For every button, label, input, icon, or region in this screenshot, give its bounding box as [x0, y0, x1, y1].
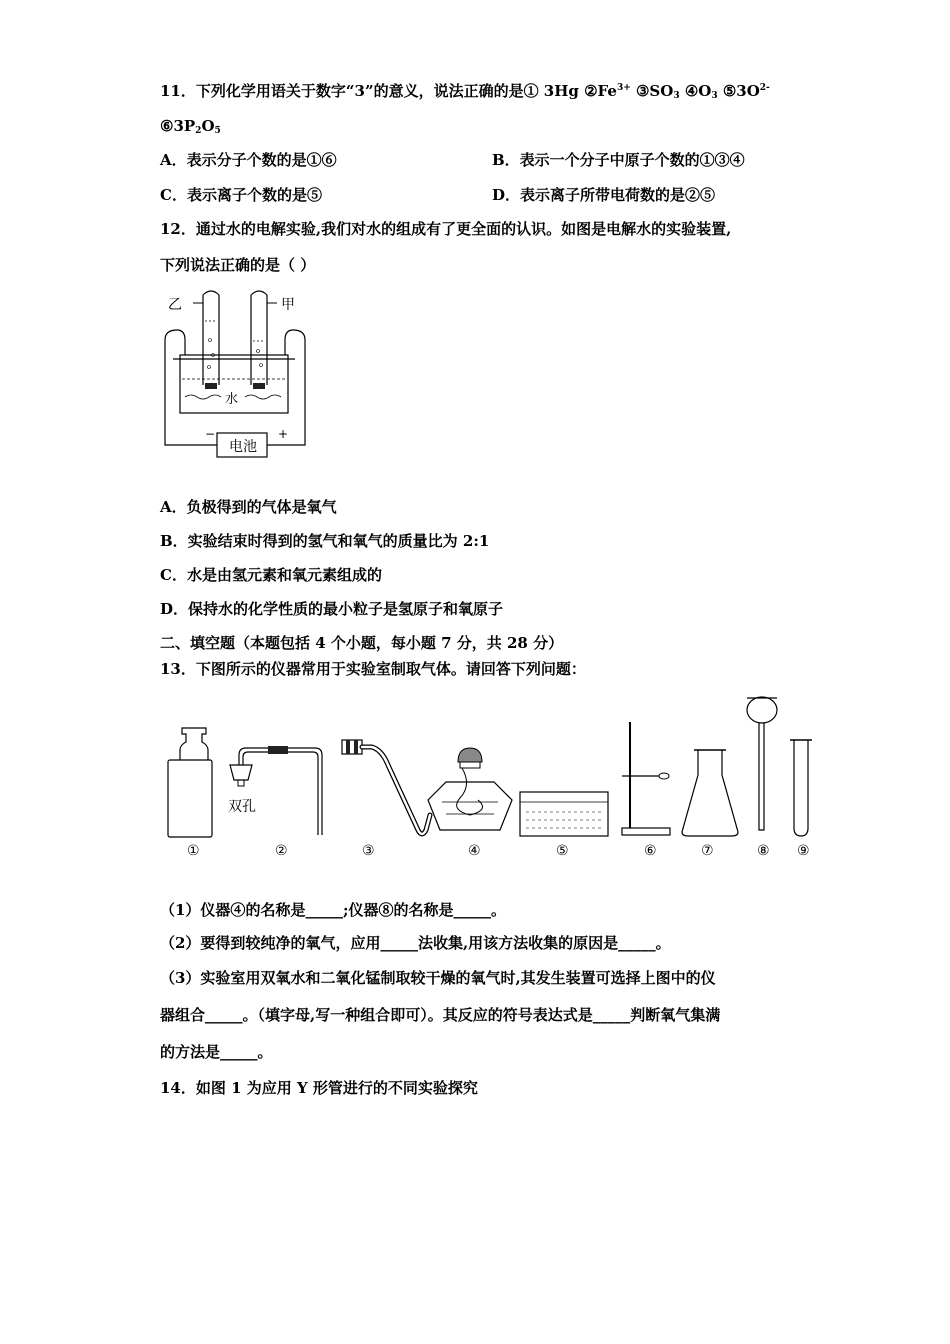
label-minus: −	[205, 427, 216, 441]
q11-stem	[160, 78, 770, 106]
q12-option-a[interactable]: A．负极得到的气体是氧气	[160, 498, 337, 516]
long-neck-funnel	[747, 697, 777, 830]
iron-stand	[622, 722, 670, 835]
apparatus-figure	[160, 690, 820, 840]
q13-stem: 13．下图所示的仪器常用于实验室制取气体。请回答下列问题：	[160, 660, 586, 678]
wire-left-loop	[165, 330, 185, 355]
tube-right-top	[251, 291, 267, 295]
apparatus-number-6: ⑥	[644, 843, 657, 859]
q12-option-d[interactable]: D．保持水的化学性质的最小粒子是氢原子和氧原子	[160, 600, 504, 618]
q11-sub: 3	[711, 91, 718, 101]
wide-mouth-bottle	[168, 728, 212, 837]
apparatus-number-1: ①	[187, 843, 200, 859]
q13-part3-line3: 的方法是_____。	[160, 1043, 273, 1061]
electrode-right	[253, 383, 265, 389]
apparatus-number-4: ④	[468, 843, 481, 859]
tube-left-top	[203, 291, 219, 295]
q11-sup: 3+	[616, 83, 631, 93]
label-battery: 电池	[229, 439, 257, 455]
q14-stem: 14．如图 1 为应用 Y 形管进行的不同实验探究	[160, 1079, 478, 1097]
q11-option-d[interactable]: D．表示离子所带电荷数的是②⑤	[492, 186, 716, 204]
q13-part1: （1）仪器④的名称是_____;仪器⑧的名称是_____。	[160, 901, 506, 919]
label-yi: 乙	[168, 297, 182, 313]
bent-delivery-tube	[342, 740, 430, 834]
wire-right-loop	[285, 330, 305, 355]
apparatus-number-5: ⑤	[556, 843, 569, 859]
q11-option-a[interactable]: A．表示分子个数的是①⑥	[160, 151, 337, 169]
apparatus-number-3: ③	[362, 843, 375, 859]
q12-stem-line2: 下列说法正确的是（ ）	[160, 256, 316, 274]
q11-sub: 2	[195, 126, 202, 136]
q11-sub: 5	[214, 126, 221, 136]
q11-stem-part: ⑤3O	[717, 82, 760, 100]
q11-option-b[interactable]: B．表示一个分子中原子个数的①③④	[492, 151, 745, 169]
q11-sup: 2-	[759, 83, 770, 93]
q13-part2: （2）要得到较纯净的氧气，应用_____法收集,用该方法收集的原因是_____。	[160, 934, 671, 952]
q12-option-c[interactable]: C．水是由氢元素和氧元素组成的	[160, 566, 382, 584]
q11-stem-part: ⑥3P	[160, 117, 196, 135]
apparatus-number-9: ⑨	[797, 843, 810, 859]
q11-stem-part: 11．下列化学用语关于数字“3”的意义，说法正确的是① 3Hg ②Fe	[160, 82, 617, 100]
bubble	[257, 350, 260, 353]
q13-part3-line2: 器组合_____。（填字母,写一种组合即可）。其反应的符号表达式是_____判断氧气集满	[160, 1006, 721, 1024]
apparatus-number-7: ⑦	[701, 843, 714, 859]
q11-option-c[interactable]: C．表示离子个数的是⑤	[160, 186, 322, 204]
apparatus-number-8: ⑧	[757, 843, 770, 859]
q11-stem-line2	[160, 116, 221, 141]
q11-stem-part: ③SO	[630, 82, 674, 100]
q12-option-b[interactable]: B．实验结束时得到的氢气和氧气的质量比为 2:1	[160, 532, 490, 550]
double-hole-stopper-tube	[230, 746, 322, 835]
label-jia: 甲	[281, 297, 295, 313]
label-double-hole: 双孔	[228, 799, 256, 815]
apparatus-number-2: ②	[275, 843, 288, 859]
conical-flask	[682, 750, 738, 836]
q12-stem-line1: 12．通过水的电解实验,我们对水的组成有了更全面的认识。如图是电解水的实验装置,	[160, 220, 732, 238]
q11-stem-part: O	[201, 117, 215, 135]
bubble	[209, 339, 212, 342]
water-trough	[520, 792, 608, 836]
q13-part3-line1: （3）实验室用双氧水和二氧化锰制取较干燥的氧气时,其发生装置可选择上图中的仪	[160, 969, 716, 987]
q11-sub: 3	[673, 91, 680, 101]
section-heading: 二、填空题（本题包括 4 个小题，每小题 7 分，共 28 分）	[160, 634, 564, 652]
label-plus: +	[278, 427, 289, 441]
q11-stem-part: ④O	[679, 82, 712, 100]
test-tube	[790, 740, 812, 836]
electrode-left	[205, 383, 217, 389]
alcohol-lamp	[428, 748, 512, 830]
label-water: 水	[225, 392, 239, 407]
